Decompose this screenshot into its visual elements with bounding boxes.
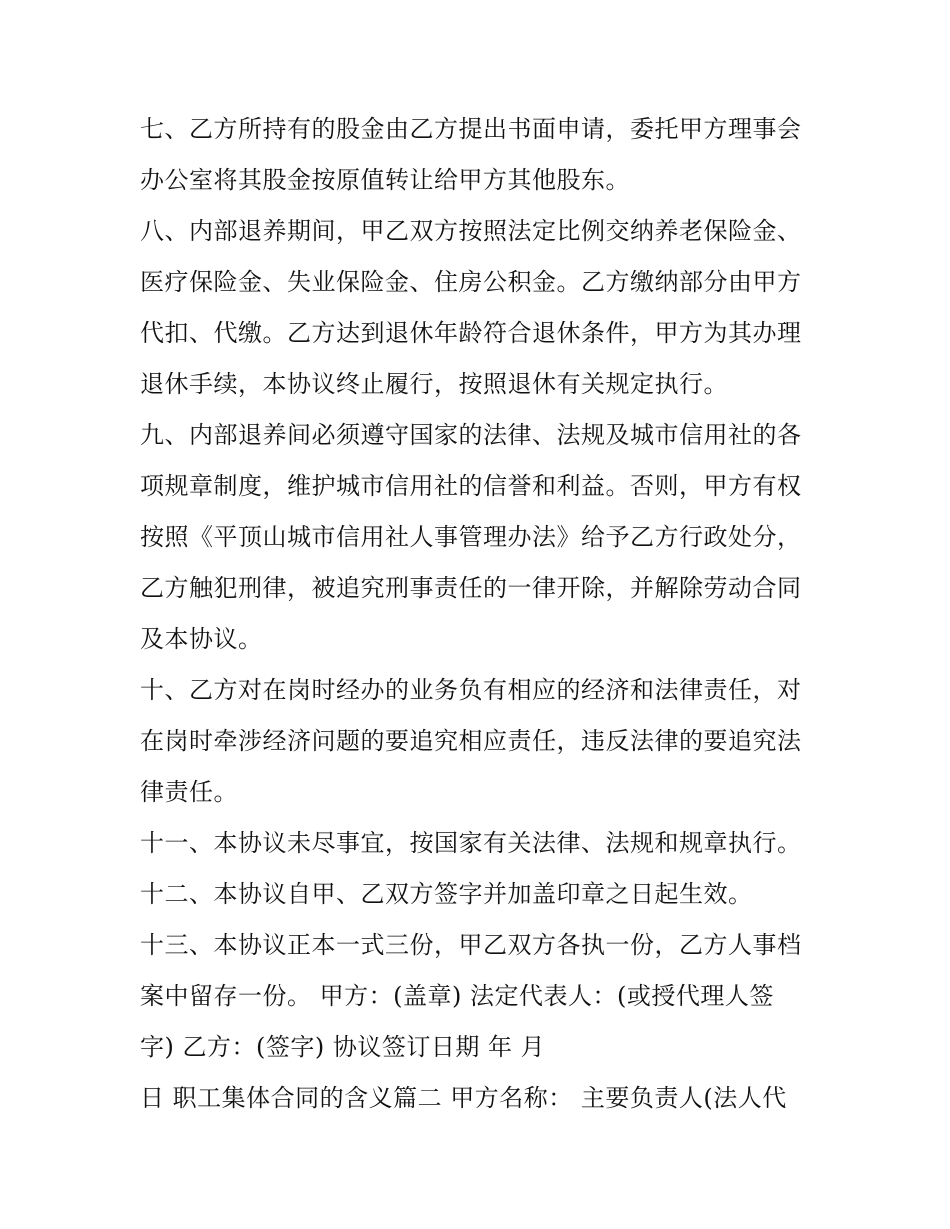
- text-line: 办公室将其股金按原值转让给甲方其他股东。: [140, 166, 630, 194]
- text-line: 项规章制度，维护城市信用社的信誉和利益。否则，甲方有权: [140, 472, 802, 500]
- text-line: 退休手续，本协议终止履行，按照退休有关规定执行。: [140, 370, 728, 398]
- text-line: 在岗时牵涉经济问题的要追究相应责任，违反法律的要追究法: [140, 727, 802, 755]
- text-line: 按照《平顶山城市信用社人事管理办法》给予乙方行政处分，: [140, 523, 802, 551]
- text-line: 十、乙方对在岗时经办的业务负有相应的经济和法律责任，对: [140, 676, 802, 704]
- text-line: 八、内部退养期间，甲乙双方按照法定比例交纳养老保险金、: [140, 217, 802, 245]
- text-line: 日 职工集体合同的含义篇二 甲方名称： 主要负责人(法人代: [140, 1084, 787, 1112]
- text-line: 案中留存一份。 甲方：(盖章) 法定代表人：(或授代理人签: [140, 982, 774, 1010]
- text-line: 乙方触犯刑律，被追究刑事责任的一律开除，并解除劳动合同: [140, 574, 802, 602]
- text-line: 代扣、代缴。乙方达到退休年龄符合退休条件，甲方为其办理: [140, 319, 802, 347]
- text-line: 九、内部退养间必须遵守国家的法律、法规及城市信用社的各: [140, 421, 802, 449]
- text-line: 律责任。: [140, 778, 238, 806]
- text-line: 十一、本协议未尽事宜，按国家有关法律、法规和规章执行。: [140, 829, 802, 857]
- text-line: 七、乙方所持有的股金由乙方提出书面申请，委托甲方理事会: [140, 115, 802, 143]
- text-line: 字) 乙方：(签字) 协议签订日期 年 月: [140, 1033, 546, 1061]
- text-line: 十三、本协议正本一式三份，甲乙双方各执一份，乙方人事档: [140, 931, 802, 959]
- text-line: 十二、本协议自甲、乙双方签字并加盖印章之日起生效。: [140, 880, 753, 908]
- document-body: [140, 104, 820, 1124]
- text-line: 医疗保险金、失业保险金、住房公积金。乙方缴纳部分由甲方: [140, 268, 802, 296]
- text-line: 及本协议。: [140, 625, 263, 653]
